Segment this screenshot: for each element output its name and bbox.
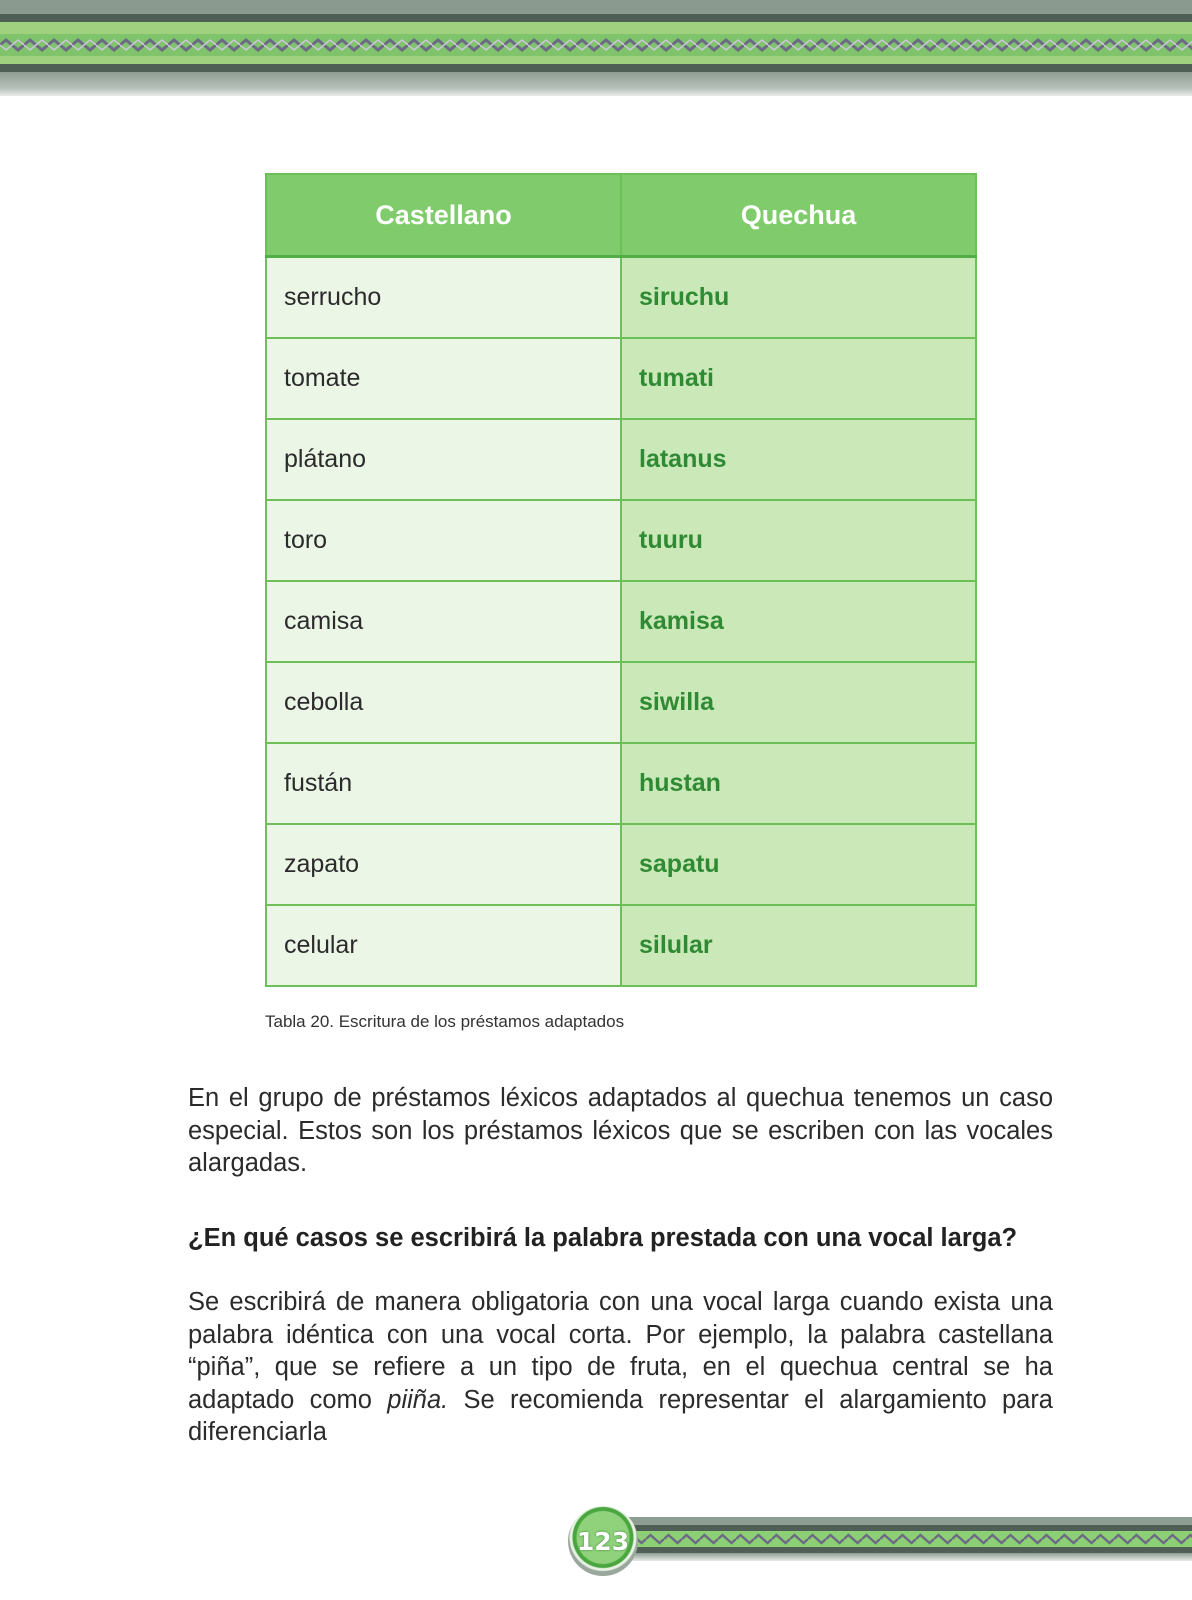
footer-decorative-band bbox=[610, 1517, 1192, 1561]
page-number: 123 bbox=[576, 1526, 630, 1556]
woven-pattern-icon bbox=[0, 36, 1192, 54]
paragraph-2-start: Se escribirá de manera obligatoria con una vocal larga cuando exista una palabra idéntica con una vocal corta. Por ejemplo, la palabra castellana “piña”, que se refiere a un tipo de fruta, en el quechua central se ha adaptado como bbox=[188, 1288, 1053, 1414]
castellano-cell: cebolla bbox=[266, 662, 621, 743]
quechua-cell: sapatu bbox=[621, 824, 976, 905]
castellano-cell: toro bbox=[266, 500, 621, 581]
quechua-cell: kamisa bbox=[621, 581, 976, 662]
castellano-cell: plátano bbox=[266, 419, 621, 500]
quechua-cell: siruchu bbox=[621, 257, 976, 339]
paragraph-1: En el grupo de préstamos léxicos adaptados al quechua tenemos un caso especial. Estos son los préstamos léxicos que se escriben con las vocales alargadas. bbox=[188, 1084, 1053, 1177]
table-row bbox=[266, 581, 976, 662]
loanword-table bbox=[265, 173, 977, 987]
header-quechua: Quechua bbox=[621, 174, 976, 257]
woven-pattern-icon bbox=[610, 1532, 1192, 1546]
castellano-cell: fustán bbox=[266, 743, 621, 824]
quechua-cell: hustan bbox=[621, 743, 976, 824]
quechua-cell: latanus bbox=[621, 419, 976, 500]
quechua-cell: tuuru bbox=[621, 500, 976, 581]
paragraph-2-end: Se recomienda representar el alargamiento para diferenciarla bbox=[188, 1385, 1053, 1446]
top-decorative-band bbox=[0, 0, 1192, 96]
table-row bbox=[266, 662, 976, 743]
castellano-cell: camisa bbox=[266, 581, 621, 662]
table-row bbox=[266, 338, 976, 419]
section-question: ¿En qué casos se escribirá la palabra prestada con una vocal larga? bbox=[188, 1224, 1018, 1252]
header-castellano: Castellano bbox=[266, 174, 621, 257]
table-header-row bbox=[266, 174, 976, 257]
quechua-cell: silular bbox=[621, 905, 976, 986]
table-row bbox=[266, 743, 976, 824]
castellano-cell: celular bbox=[266, 905, 621, 986]
paragraph-2-italic-word: piiña. bbox=[387, 1385, 449, 1414]
table-row bbox=[266, 419, 976, 500]
table-row bbox=[266, 824, 976, 905]
table-row bbox=[266, 905, 976, 986]
quechua-cell: siwilla bbox=[621, 662, 976, 743]
paragraph-2 bbox=[188, 1286, 1053, 1449]
table-caption: Tabla 20. Escritura de los préstamos adaptados bbox=[265, 1012, 625, 1031]
page-number-badge bbox=[568, 1506, 638, 1576]
table-row bbox=[266, 500, 976, 581]
table-row bbox=[266, 257, 976, 339]
quechua-cell: tumati bbox=[621, 338, 976, 419]
castellano-cell: serrucho bbox=[266, 257, 621, 339]
castellano-cell: zapato bbox=[266, 824, 621, 905]
castellano-cell: tomate bbox=[266, 338, 621, 419]
